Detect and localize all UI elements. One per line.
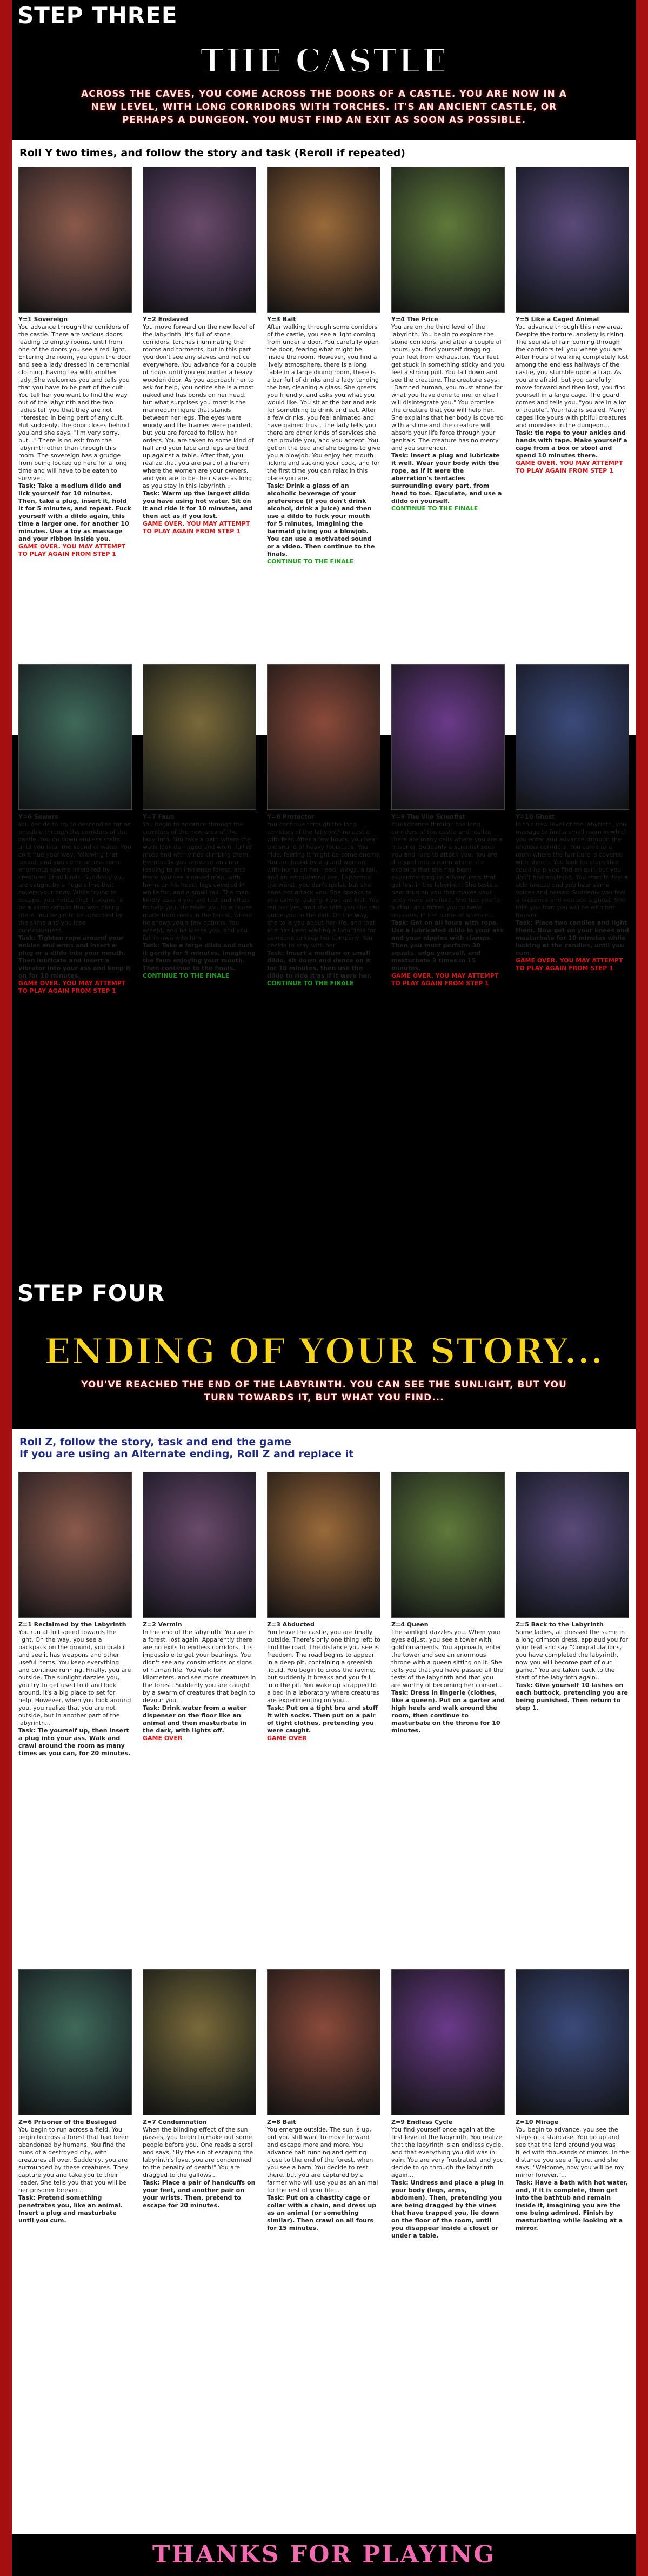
card-body: The sunlight dazzles you. When your eyes adjust, you see a tower with gold ornaments. You approach, enter the tower and see an enormous throne with a queen sitting on it. She tells you that you have passed all the tests of the labyrinth and that you are worthy of becoming her consort... [391, 1629, 504, 1689]
card-task: Task: Take a medium dildo and lick yourself for 10 minutes. Then, take a plug, insert it, hold it for 5 minutes, and repeat. Fuck yourself with a dildo again, this time a larger one, for another 10 minutes. Use a toy as massage and your ribbon inside you. [18, 482, 131, 542]
card-body: In this new level of the labyrinth, you manage to find a small room in which you enter and advance through the endless corridors. You come to a room where the furniture is covered with sheets. You look for clues that could help you find an exit, but you don't find anything. You start to feel a cold breeze and you hear some voices and noises. Suddenly you feel a presence and you see a ghost. She tells you that you will be with her forever. [516, 821, 629, 919]
card-illustration [516, 1969, 629, 2115]
card-task: Task: Put on a chastity cage or collar with a chain, and dress up as an animal (or something similar). Then crawl on all fours for 15 minutes. [267, 2194, 377, 2232]
story-card [267, 664, 380, 987]
card-task: Task: tie rope to your ankles and hands with tape. Make yourself a cage from a box or stool and spend 10 minutes there. [516, 429, 627, 459]
card-title: Z=1 Reclaimed by the Labyrinth [18, 1621, 126, 1628]
card-body: You are on the third level of the labyrinth. You begin to explore the stone corridors, and after a couple of hours, you find yourself dragging your feet from exhaustion. Your feet get stuck in something sticky and you feel a strong pull. You fall down and see the creature. The creature says: "Damned human, you must atone for what you have done to me, or else I will disintegrate you." You promise the creature that you will help her. She explains that her body is covered with a slime and the creature will absorb your life force through your genitals. The creature has no mercy and you surrender. [391, 323, 505, 452]
story-card [143, 1472, 256, 1742]
card-title: Z=5 Back to the Labyrinth [516, 1621, 604, 1628]
card-title: Z=10 Mirage [516, 2119, 559, 2126]
story-card [391, 1969, 505, 2240]
card-title: Y=10 Ghost [516, 813, 555, 820]
card-title: Y=4 The Price [391, 316, 438, 323]
card-title: Y=3 Bait [267, 316, 296, 323]
card-task: Task: Take a large dildo and suck it gently for 5 minutes, imagining the faun enjoying your mouth. Then continue to the finals. [143, 942, 256, 972]
step-three-header: STEP THREE [12, 0, 636, 31]
ending-title: ENDING OF YOUR STORY... [44, 1331, 604, 1372]
card-illustration [18, 167, 132, 313]
card-body: Some ladies, all dressed the same in a long crimson dress, applaud you for your feat and say "Congratulations, you have completed the labyrinth, now you will become part of our game." You are taken back to the start of the labyrinth again... [516, 1629, 629, 1681]
card-illustration [516, 1472, 629, 1618]
card-illustration [143, 1969, 256, 2115]
card-outcome: GAME OVER [267, 1735, 307, 1742]
step-four-instructions-1: Roll Z, follow the story, task and end the game [19, 1436, 292, 1448]
card-illustration [143, 167, 256, 313]
card-title: Z=9 Endless Cycle [391, 2119, 453, 2126]
story-card [267, 1969, 380, 2232]
card-illustration [267, 664, 380, 810]
card-illustration [18, 1472, 132, 1618]
card-outcome: GAME OVER. YOU MAY ATTEMPT TO PLAY AGAIN FROM STEP 1 [516, 957, 623, 972]
card-outcome: GAME OVER. YOU MAY ATTEMPT TO PLAY AGAIN FROM STEP 1 [143, 520, 250, 535]
card-task: Task: Pretend something penetrates you, like an animal. Insert a plug and masturbate until you cum. [18, 2194, 123, 2224]
card-body: You advance through the long corridors of the castle and realize there are many cells where you are a prisoner. Suddenly a scientist sees you and runs to attack you. You are dragged into a room where she explains that she has been experimenting on adventurers that get lost in the labyrinth. She tests a new drug on you that makes your body more sensitive. She ties you to a chair and forces you to have orgasms, in the name of science... [391, 821, 503, 919]
castle-title: THE CASTLE [200, 42, 448, 80]
castle-intro: ACROSS THE CAVES, YOU COME ACROSS THE DOORS OF A CASTLE. YOU ARE NOW IN A NEW LEVEL, WITH LONG CORRIDORS WITH TORCHES. IT'S AN ANCIENT CASTLE, OR PERHAPS A DUNGEON. YOU MUST FIND AN EXIT AS SOON AS POSSIBLE. [81, 89, 567, 125]
card-body: In the end of the labyrinth! You are in a forest, lost again. Apparently there are no exits to endless corridors, it is impossible to get your bearings. You didn't see any constructions or signs of human life. You walk for kilometers, and see more creatures in the forest. Suddenly you are caught by a swarm of creatures that begin to devour you... [143, 1629, 256, 1704]
card-outcome: GAME OVER. YOU MAY ATTEMPT TO PLAY AGAIN FROM STEP 1 [391, 972, 499, 987]
card-illustration [391, 1472, 505, 1618]
card-illustration [391, 1969, 505, 2115]
story-card [516, 664, 629, 972]
step-four-panel [12, 1310, 636, 2534]
card-illustration [516, 167, 629, 313]
card-body: You advance through this new area. Despite the torture, anxiety is rising. The sounds of rain coming through the corridors tell you where you are. After hours of walking completely lost among the endless hallways of the castle, you stumble upon a trap. As you are afraid, but you carefully move forward and then lost, you find yourself in a large cage. The guard comes and tells you, "you are in a lot of trouble". Your fate is sealed. Many cages like yours with pitiful creatures and monsters in the dungeon... [516, 323, 629, 429]
footer-thanks: THANKS FOR PLAYING [12, 2534, 636, 2576]
card-task: Task: Place two candles and light them. Now get on your knees and masturbate for 10 minutes while looking at the candles, until you cum. [516, 919, 629, 957]
card-task: Task: Insert a medium or small dildo, sit down and dance on it for 10 minutes, then use the dildo to ride it as if it were her. [267, 950, 372, 979]
card-illustration [267, 167, 380, 313]
card-title: Z=6 Prisoner of the Besieged [18, 2119, 117, 2126]
card-body: You find yourself once again at the first level of the labyrinth. You realize that the labyrinth is an endless cycle, and that everything you did was in vain. You are very frustrated, and you decide to go through the labyrinth again... [391, 2126, 504, 2179]
card-outcome: GAME OVER. YOU MAY ATTEMPT TO PLAY AGAIN FROM STEP 1 [18, 980, 126, 994]
story-card [267, 167, 380, 566]
card-outcome: GAME OVER [143, 1735, 183, 1742]
story-card [143, 1969, 256, 2209]
card-body: You run at full speed towards the light. On the way, you see a backpack on the ground, you grab it and see it has weapons and other useful items. You keep everything and continue running. Finally, you are outside. The sunlight dazzles you, you try to get used to it and look around. It's a big place to set for help. However, when you look around you, you realize that you are not outside, but in another part of the labyrinth... [18, 1629, 131, 1727]
ending-intro: YOU'VE REACHED THE END OF THE LABYRINTH. YOU CAN SEE THE SUNLIGHT, BUT YOU TURN TOWARDS IT, BUT WHAT YOU FIND... [81, 1379, 567, 1403]
card-body: You move forward on the new level of the labyrinth. It's full of stone corridors, torches illuminating the rooms and torments, but in this part you don't see any slaves and notice everywhere. You advance for a couple of hours until you encounter a heavy wooden door. As you approach her to ask for help, you notice she is almost naked and has bonds on her head, but what surprises you most is the mannequin figure that stands between her legs. The eyes were woody and the frames were painted, but you are forced to follow her orders. You are taken to some kind of hall and your face and legs are tied up against a table. After that, you realize that you are part of a harem where the women are your owners, and you are to be their slave as long as you stay in this labyrinth... [143, 323, 256, 489]
card-title: Z=4 Queen [391, 1621, 429, 1628]
card-task: Task: Drink water from a water dispenser on the floor like an animal and then masturbate in the dark, with lights off. [143, 1704, 247, 1734]
card-task: Task: Dress in lingerie (clothes, like a queen). Put on a garter and high heels and walk around the room, then continue to masturbate on the throne for 10 minutes. [391, 1689, 505, 1734]
card-title: Z=8 Bait [267, 2119, 296, 2126]
card-title: Y=2 Enslaved [143, 316, 189, 323]
story-card [391, 664, 505, 987]
card-illustration [267, 1969, 380, 2115]
card-body: After walking through some corridors of the castle, you see a light coming from under a door. You carefully open the door, fearing what might be inside the room. However, you find a lively atmosphere, there is a long table in a large dining room, there is a bar full of drinks and a lady tending the bar, cleaning a glass. She greets you friendly, and asks you what you would like. You sit at the bar and ask for something to drink and eat. After a few drinks, you feel animated and have gained trust. The lady tells you there are other kinds of services she can provide you, and you accept. You get on the bed and she begins to give you a blowjob. You enjoy her mouth licking and sucking your cock, and for the first time you can relax in this place you are. [267, 323, 380, 482]
card-task: Task: Give yourself 10 lashes on each buttock, pretending you are being punished. Then return to step 1. [516, 1682, 628, 1711]
card-title: Y=5 Like a Caged Animal [516, 316, 599, 323]
story-card [18, 1472, 132, 1757]
card-body: You continue through the long corridors of the labyrinthine castle with fear. After a few hours, you hear the sound of heavy footsteps. You hide, fearing it might be some enemy. You are found by a guard woman, with horns on her head, wings, a tail, and an intimidating axe. Expecting the worst, you don't resist, but she does not attack you. She speaks to you calmly, asking if you are lost. You tell her yes, and she tells you she can guide you to the exit. On the way, she tells you about her life, and that she has been waiting a long time for someone to keep her company. You decide to stay with her. [267, 821, 380, 949]
card-outcome: CONTINUE TO THE FINALE [267, 980, 354, 987]
card-body: You leave the castle, you are finally outside. There's only one thing left: to find the road. The distance you see is freedom. The road begins to appear in a deep pit, containing a greenish liquid. You begin to cross the ravine, but suddenly it breaks and you fall into the pit. You wake up strapped to a bed in a laboratory where creatures are experimenting on you... [267, 1629, 380, 1704]
card-task: Task: Tighten rope around your ankles and arms and insert a plug or a dildo into your mouth. Then lubricate and insert a vibrator into your ass and keep it on for 10 minutes. [18, 934, 131, 979]
step-four-instructions-2: If you are using an Alternate ending, Roll Z and replace it [19, 1448, 354, 1460]
story-card [18, 167, 132, 558]
story-card [516, 1969, 629, 2232]
card-body: You begin to advance through the corridors of the new area of the labyrinth. You take a path where the walls look damaged and worn, full of moss and with vines climbing them. Eventually you arrive at an area leading to an immense forest, and there you see a naked man, with horns on his head, legs covered in white fur, and a small tail. The man kindly asks if you are lost and offers to help you. He takes you to a house made from roots in the forest, where he shows you a few options. You accept, and he kisses you, and you fall in love with him. [143, 821, 252, 941]
story-card [391, 1472, 505, 1735]
step-four-header: STEP FOUR [12, 1277, 636, 1310]
card-task: Task: Insert a plug and lubricate it well. Wear your body with the rope, as if it were the aberration's tentacles surrounding every part, from head to toe. Ejaculate, and use a dildo on yourself. [391, 452, 502, 504]
card-body: You decide to try to descend as far as possible through the corridors of the castle. You go down endless stairs until you hear the sound of water. You continue your way, following that sound, and you come across some enormous sewers inhabited by creatures of all kinds. Suddenly you are caught by a huge slime that covers your body. While trying to escape, you notice that it seems to be a slime demon that was hiding there. You begin to be absorbed by the slime and you lose consciousness. [18, 821, 131, 934]
card-title: Y=1 Sovereign [18, 316, 68, 323]
card-title: Z=2 Vermin [143, 1621, 182, 1628]
card-task: Task: Have a bath with hot water, and, if it is complete, then get into the bathtub and remain inside it, imagining you are the one being admired. Finish by masturbating while looking at a mirror. [516, 2179, 628, 2232]
story-card [516, 167, 629, 475]
step-three-panel [12, 31, 636, 994]
card-illustration [391, 664, 505, 810]
card-outcome: CONTINUE TO THE FINALE [143, 972, 230, 979]
card-title: Y=8 Protector [267, 813, 315, 820]
card-body: You begin to run across a field. You begin to cross a forest that had been abandoned by humans. You find the ruins of a destroyed city, with creatures all over. Suddenly, you are surrounded by these creatures. They capture you and take you to their leader. She tells you that you will be her prisoner forever... [18, 2126, 129, 2194]
story-card [143, 167, 256, 535]
card-task: Task: Undress and place a plug in your body (legs, arms, abdomen). Then, pretending you are being dragged by the vines that have trapped you, lie down on the floor of the room, until you disappear inside a closet or under a table. [391, 2179, 504, 2239]
step-three-instructions: Roll Y two times, and follow the story and task (Reroll if repeated) [19, 147, 405, 159]
story-card [18, 664, 132, 995]
story-card [18, 1969, 132, 2225]
card-body: You begin to advance, you see the steps of a staircase. You go up and see that the land around you was filled with thousands of mirrors. In the distance you see a figure, and she says: "Welcome, now you will be my mirror forever."... [516, 2126, 629, 2179]
card-illustration [267, 1472, 380, 1618]
card-title: Z=3 Abducted [267, 1621, 315, 1628]
card-illustration [143, 1472, 256, 1618]
card-task: Task: Place a pair of handcuffs on your feet, and another pair on your wrists. Then, pretend to escape for 20 minutes. [143, 2179, 256, 2209]
story-card [267, 1472, 380, 1742]
card-task: Task: Tie yourself up, then insert a plug into your ass. Walk and crawl around the room as many times as you can, for 20 minutes. [18, 1727, 131, 1757]
card-illustration [391, 167, 505, 313]
story-card [516, 1472, 629, 1712]
card-outcome: CONTINUE TO THE FINALE [267, 558, 354, 565]
card-outcome: GAME OVER. YOU MAY ATTEMPT TO PLAY AGAIN FROM STEP 1 [18, 543, 126, 557]
card-outcome: GAME OVER. YOU MAY ATTEMPT TO PLAY AGAIN FROM STEP 1 [516, 460, 623, 474]
card-body: When the blinding effect of the sun passes, you begin to make out some people before you. One reads a scroll, and says, "By the sin of escaping the labyrinth's love, you are condemned to the penalty of death!" You are dragged to the gallows... [143, 2126, 256, 2179]
card-task: Task: Put on a tight bra and stuff it with socks. Then put on a pair of tight clothes, pretending you were caught. [267, 1704, 378, 1734]
card-body: You emerge outside. The sun is up, but you still want to move forward and escape more and more. You advance half running and getting close to the end of the forest, when you see a barn. You decide to rest there, but you are captured by a farmer who will use you as an animal for the rest of your life... [267, 2126, 378, 2194]
card-task: Task: Drink a glass of an alcoholic beverage of your preference (if you don't drink alcohol, drink a juice) and then use a dildo to fuck your mouth for 5 minutes, imagining the barmaid giving you a blowjob. You can use a motivated sound or a video. Then continue to the finals. [267, 482, 375, 557]
card-title: Y=6 Sewers [18, 813, 58, 820]
card-outcome: CONTINUE TO THE FINALE [391, 505, 478, 512]
card-body: You advance through the corridors of the castle. There are various doors leading to empty rooms, until from one of the doors you see a red light. Entering the room, you open the door and see a lady dressed in ceremonial clothing, having tea with another lady. She welcomes you and tells you that you have to be part of the cult. You tell her you want to find the way out of the labyrinth and the two ladies tell you that they are not interested in being part of any cult. But suddenly, the door closes behind you and she says, "I'm very sorry, but..." There is no exit from the labyrinth other than through this room. The sovereign has a grudge from being locked up here for a long time and will have to be eaten to survive... [18, 323, 131, 482]
card-illustration [18, 664, 132, 810]
card-title: Z=7 Condemnation [143, 2119, 207, 2126]
card-title: Y=9 The Vile Scientist [391, 813, 465, 820]
card-illustration [516, 664, 629, 810]
card-task: Task: Get on all fours with rope. Use a lubricated dildo in your ass and your nipples with clamps. Then you must perform 30 squats, edge yourself, and masturbate 3 times in 15 minutes. [391, 919, 504, 972]
card-task: Task: Warm up the largest dildo you have using hot water. Sit on it and ride it for 10 minutes, and then act as if you lost. [143, 490, 253, 520]
card-illustration [143, 664, 256, 810]
card-title: Y=7 Faun [143, 813, 175, 820]
card-illustration [18, 1969, 132, 2115]
story-card [143, 664, 256, 980]
story-card [391, 167, 505, 513]
ending-banner [12, 1310, 636, 1429]
castle-banner [12, 31, 636, 140]
